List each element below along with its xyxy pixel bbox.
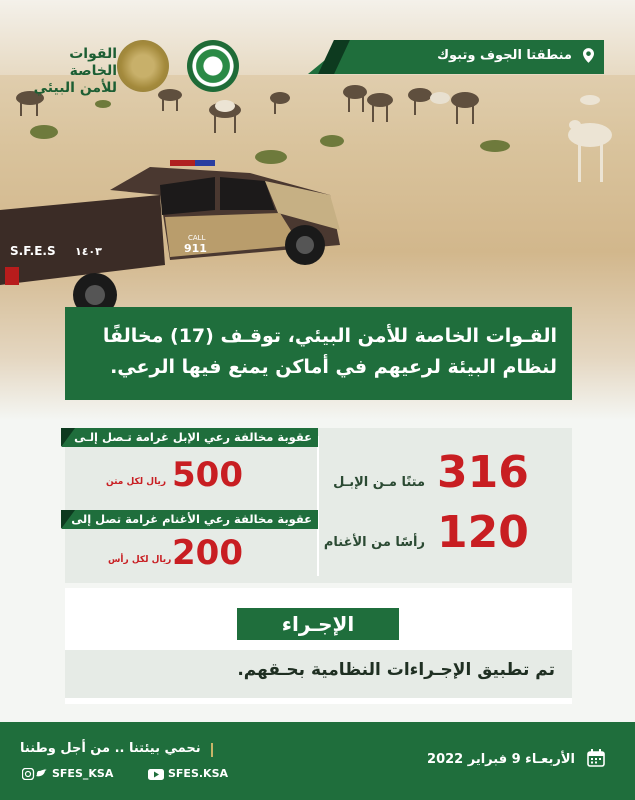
ministry-emblem-icon [187,40,239,92]
truck-911-text: 911 [184,242,207,255]
camels-count: 316 [437,447,529,498]
camel-penalty-title-text: عقوبة مخالفة رعي الإبل غرامة تـصل إلـى [74,430,312,444]
headline-text: القـوات الخاصة للأمن البيئي، توقـف (17) مخالفًا لنظام البيئة لرعيهم في أماكن يمنع فيها الرعي. [102,325,557,378]
camels-label: متنًا مـن الإبـل [333,475,425,490]
footer-slogan: نحمي بيئتنا .. من أجل وطننا [20,741,201,756]
youtube-icon [148,769,164,780]
location-pin-icon [583,48,594,63]
calendar-icon [587,749,605,767]
footer-date: الأربعـاء 9 فبراير 2022 [427,752,575,767]
stats-divider [317,436,319,576]
org-name-line1: القوات الخاصة [69,46,117,79]
instagram-twitter-icons [22,768,48,780]
footer-separator [211,743,213,757]
patrol-truck [0,155,345,320]
logo-block [25,40,240,96]
camel-fine-value: 500 [172,455,243,495]
sheep-label: رأسًا من الأغنام [323,535,425,550]
camel-penalty-title [62,428,318,447]
twitter-handle[interactable]: SFES_KSA [52,767,114,780]
truck-plate-text: S.F.E.S [10,244,56,258]
sheep-count: 120 [437,507,529,558]
youtube-handle[interactable]: SFES.KSA [168,767,229,780]
sfes-emblem-icon [117,40,169,92]
action-text: تم تطبيق الإجـراءات النظامية بحـقهم. [237,660,555,680]
camel-fine-unit: ريال لكل متن [106,477,167,487]
headline-box [65,307,572,400]
truck-plate-text-ar: ١٤٠٣ [75,245,102,258]
sheep-fine-value: 200 [172,533,243,573]
sheep-penalty-title [62,510,318,529]
org-name-line2: للأمن البيئي [33,80,117,96]
sheep-fine-unit: ريال لكل رأس [108,555,172,565]
action-title: الإجـراء [237,608,399,640]
org-name [25,46,117,97]
truck-call-text: CALL [188,234,206,242]
sheep-penalty-title-text: عقوبة مخالفة رعي الأغنام غرامة تصل إلى [71,512,312,526]
region-text: منطقتا الجوف وتبوك [437,48,572,63]
region-banner [308,40,604,74]
